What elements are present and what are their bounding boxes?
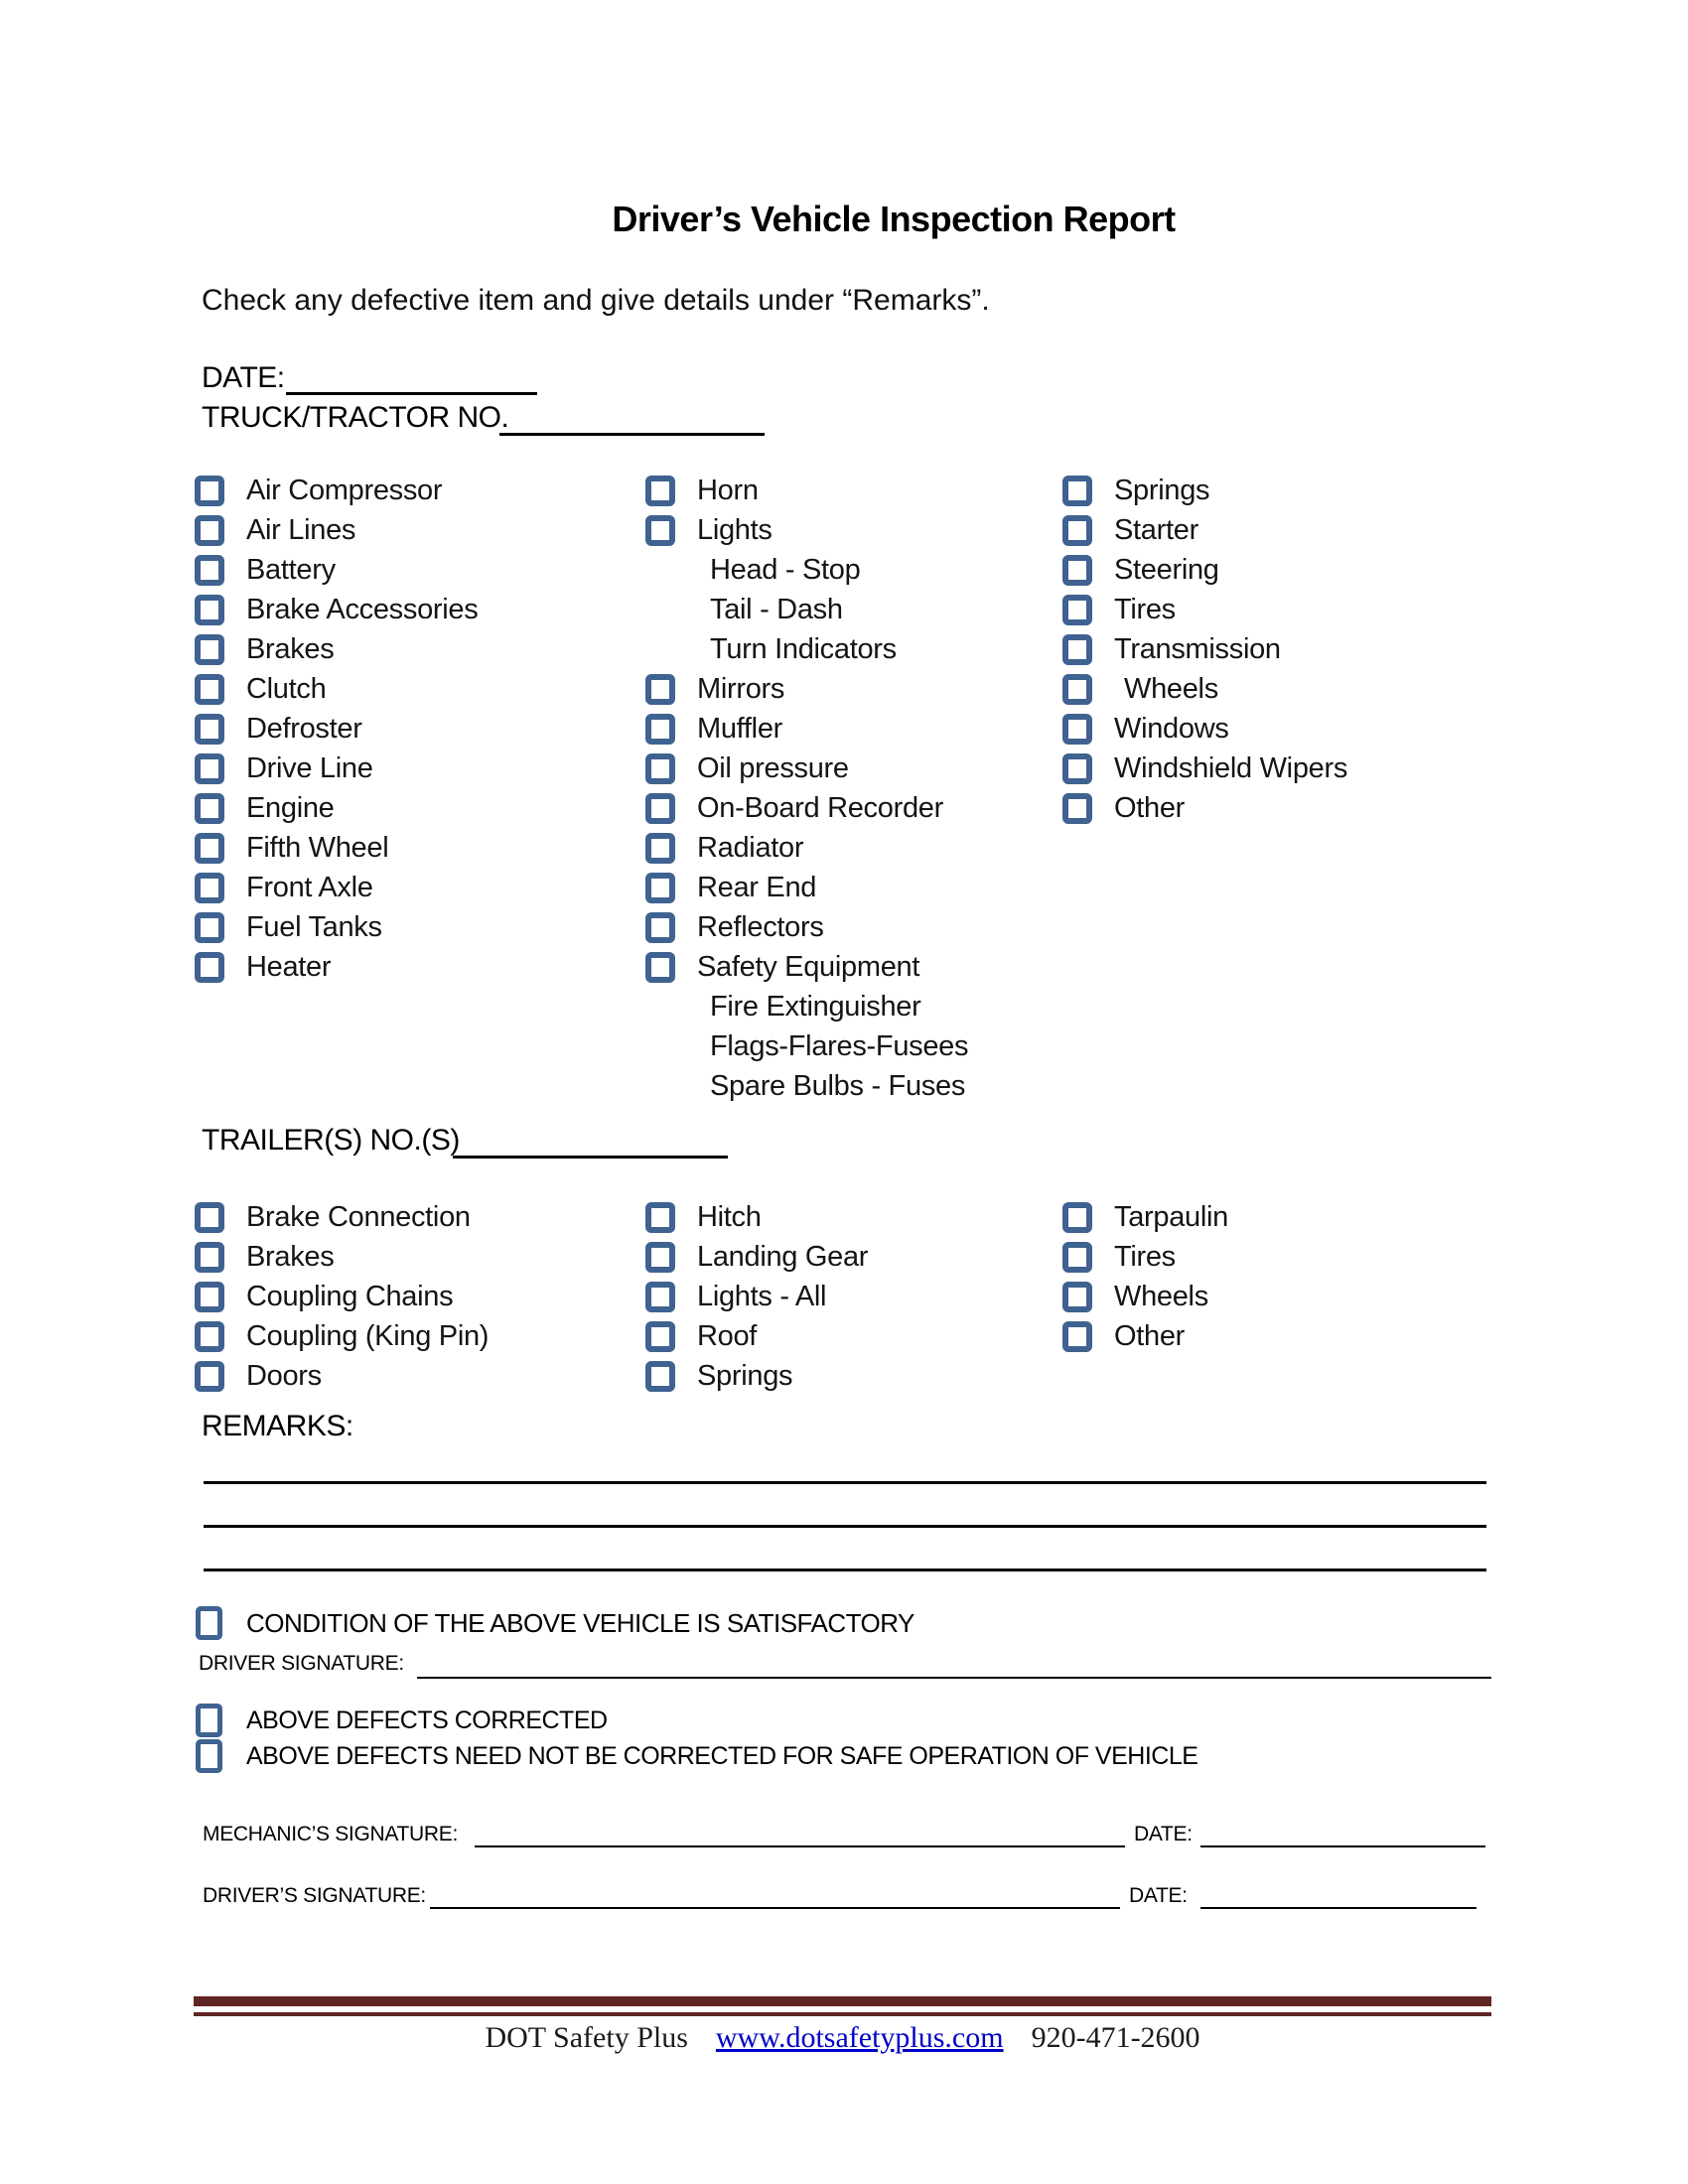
checklist-row xyxy=(645,1316,868,1356)
truck-number-label: TRUCK/TRACTOR NO. xyxy=(202,401,509,434)
remarks-line-3[interactable] xyxy=(204,1569,1486,1571)
checklist-row xyxy=(645,629,968,669)
checklist-row xyxy=(645,471,968,510)
defects-corrected-checkbox[interactable] xyxy=(196,1704,222,1737)
trailer-number-label: TRAILER(S) NO.(S) xyxy=(202,1124,460,1157)
checklist-item-label: Oil pressure xyxy=(697,751,849,784)
checklist-row xyxy=(1062,1237,1228,1277)
item-checkbox[interactable] xyxy=(1062,515,1092,546)
checklist-row xyxy=(1062,669,1347,709)
item-checkbox[interactable] xyxy=(195,714,224,745)
checklist-item-label: Windows xyxy=(1114,712,1229,745)
checklist-row xyxy=(195,1316,489,1356)
drivers-signature-line[interactable] xyxy=(430,1906,1120,1909)
checklist-row xyxy=(195,1197,489,1237)
checklist-item-label: Clutch xyxy=(246,672,327,705)
defects-corrected-label: ABOVE DEFECTS CORRECTED xyxy=(246,1706,608,1734)
checklist-row xyxy=(645,1356,868,1396)
item-checkbox[interactable] xyxy=(645,912,675,943)
item-checkbox[interactable] xyxy=(1062,476,1092,506)
checklist-row xyxy=(645,1277,868,1316)
checklist-item-label: Spare Bulbs - Fuses xyxy=(710,1069,966,1102)
mechanic-signature-label: MECHANIC’S SIGNATURE: xyxy=(203,1823,459,1845)
checklist-row xyxy=(645,1197,868,1237)
date-input-line[interactable] xyxy=(286,392,537,395)
defects-need-not-label: ABOVE DEFECTS NEED NOT BE CORRECTED FOR SAFE OPERATION OF VEHICLE xyxy=(246,1741,1198,1770)
item-checkbox[interactable] xyxy=(195,634,224,665)
checklist-item-label: Brakes xyxy=(246,1240,335,1273)
checklist-row xyxy=(1062,1316,1228,1356)
checklist-row xyxy=(1062,1197,1228,1237)
checklist-row xyxy=(195,749,478,788)
mechanic-date-label: DATE: xyxy=(1134,1823,1193,1845)
item-checkbox[interactable] xyxy=(195,1361,224,1392)
checklist-item-label: Safety Equipment xyxy=(697,950,920,983)
item-checkbox[interactable] xyxy=(645,1242,675,1273)
item-checkbox[interactable] xyxy=(645,1282,675,1312)
item-checkbox[interactable] xyxy=(195,1282,224,1312)
defects-need-not-checkbox[interactable] xyxy=(196,1739,222,1773)
checklist-item-label: Steering xyxy=(1114,553,1219,586)
checklist-row xyxy=(195,868,478,907)
item-checkbox[interactable] xyxy=(195,833,224,864)
item-checkbox[interactable] xyxy=(1062,793,1092,824)
checklist-row xyxy=(1062,749,1347,788)
checklist-row xyxy=(195,709,478,749)
item-checkbox[interactable] xyxy=(645,476,675,506)
checklist-row xyxy=(645,590,968,629)
item-checkbox[interactable] xyxy=(195,515,224,546)
checklist-item-label: Radiator xyxy=(697,831,804,864)
checklist-item-label: Tires xyxy=(1114,593,1176,625)
checklist-item-label: Engine xyxy=(246,791,335,824)
checklist-row xyxy=(645,550,968,590)
checklist-item-label: Other xyxy=(1114,1319,1186,1352)
item-checkbox[interactable] xyxy=(195,1202,224,1233)
drivers-date-label: DATE: xyxy=(1129,1884,1188,1907)
checklist-row xyxy=(645,947,968,987)
item-checkbox[interactable] xyxy=(195,753,224,784)
item-checkbox[interactable] xyxy=(195,476,224,506)
checklist-item-label: Muffler xyxy=(697,712,783,745)
checklist-item-label: Drive Line xyxy=(246,751,373,784)
checklist-row xyxy=(1062,788,1347,828)
checklist-item-label: Lights xyxy=(697,513,773,546)
checklist-item-label: Wheels xyxy=(1114,1280,1208,1312)
checklist-row xyxy=(195,471,478,510)
checklist-row xyxy=(1062,590,1347,629)
checklist-row xyxy=(195,1356,489,1396)
checklist-item-label: Coupling Chains xyxy=(246,1280,454,1312)
item-checkbox[interactable] xyxy=(1062,595,1092,625)
checklist-row xyxy=(645,828,968,868)
condition-row xyxy=(196,1606,914,1640)
item-checkbox[interactable] xyxy=(195,674,224,705)
item-checkbox[interactable] xyxy=(195,595,224,625)
checklist-row xyxy=(645,1066,968,1106)
item-checkbox[interactable] xyxy=(645,515,675,546)
mechanic-date-line[interactable] xyxy=(1200,1844,1485,1847)
item-checkbox[interactable] xyxy=(195,1242,224,1273)
checklist-row xyxy=(195,1237,489,1277)
item-checkbox[interactable] xyxy=(1062,1202,1092,1233)
checklist-item-label: Fifth Wheel xyxy=(246,831,389,864)
checklist-item-label: Other xyxy=(1114,791,1186,824)
checklist-row xyxy=(195,788,478,828)
checklist-item-label: Front Axle xyxy=(246,871,373,903)
checklist-row xyxy=(1062,709,1347,749)
item-checkbox[interactable] xyxy=(1062,753,1092,784)
checklist-row xyxy=(645,510,968,550)
driver-signature-line[interactable] xyxy=(417,1676,1491,1679)
truck-number-input-line[interactable] xyxy=(499,433,765,436)
checklist-item-label: Brake Connection xyxy=(246,1200,471,1233)
checklist-item-label: Windshield Wipers xyxy=(1114,751,1348,784)
checklist-item-label: Brake Accessories xyxy=(246,593,479,625)
checklist-item-label: Defroster xyxy=(246,712,362,745)
item-checkbox[interactable] xyxy=(195,555,224,586)
checklist-item-label: Horn xyxy=(697,474,759,506)
checklist-item-label: Landing Gear xyxy=(697,1240,869,1273)
remarks-label: REMARKS: xyxy=(202,1410,353,1442)
checklist-item-label: Heater xyxy=(246,950,332,983)
item-checkbox[interactable] xyxy=(645,714,675,745)
item-checkbox[interactable] xyxy=(645,1202,675,1233)
checklist-row xyxy=(645,749,968,788)
checklist-item-label: Mirrors xyxy=(697,672,785,705)
checklist-row xyxy=(1062,471,1347,510)
checklist-row xyxy=(1062,510,1347,550)
checklist-row xyxy=(645,1026,968,1066)
checklist-row xyxy=(645,1237,868,1277)
checklist-row xyxy=(645,987,968,1026)
footer-company: DOT Safety Plus xyxy=(485,2021,688,2054)
checklist-row xyxy=(645,907,968,947)
drivers-date-line[interactable] xyxy=(1200,1906,1477,1909)
checklist-item-label: Turn Indicators xyxy=(710,632,897,665)
item-checkbox[interactable] xyxy=(1062,1242,1092,1273)
checklist-item-label: Springs xyxy=(697,1359,793,1392)
checklist-row xyxy=(195,669,478,709)
item-checkbox[interactable] xyxy=(195,912,224,943)
item-checkbox[interactable] xyxy=(645,952,675,983)
checklist-row xyxy=(645,788,968,828)
checklist-item-label: Rear End xyxy=(697,871,817,903)
item-checkbox[interactable] xyxy=(1062,1321,1092,1352)
checklist-row xyxy=(1062,550,1347,590)
instruction-text: Check any defective item and give details under “Remarks”. xyxy=(202,284,990,317)
item-checkbox[interactable] xyxy=(645,793,675,824)
checklist-item-label: Fire Extinguisher xyxy=(710,990,921,1023)
driver-signature-label: DRIVER SIGNATURE: xyxy=(199,1652,404,1675)
checklist-row xyxy=(645,868,968,907)
footer-rule-thin xyxy=(194,2012,1491,2016)
checklist-item-label: Tail - Dash xyxy=(710,593,843,625)
checklist-item-label: Springs xyxy=(1114,474,1210,506)
item-checkbox[interactable] xyxy=(645,1361,675,1392)
checklist-item-label: Battery xyxy=(246,553,336,586)
footer xyxy=(194,2021,1491,2055)
checklist-item-label: Wheels xyxy=(1124,672,1218,705)
checklist-item-label: Brakes xyxy=(246,632,335,665)
checklist-item-label: Tires xyxy=(1114,1240,1176,1273)
trailer-checklist-col1 xyxy=(195,1197,489,1396)
item-checkbox[interactable] xyxy=(1062,674,1092,705)
checklist-item-label: Tarpaulin xyxy=(1114,1200,1228,1233)
vehicle-checklist-col3 xyxy=(1062,471,1347,828)
condition-satisfactory-checkbox[interactable] xyxy=(196,1606,222,1640)
checklist-row xyxy=(1062,1277,1228,1316)
checklist-item-label: Starter xyxy=(1114,513,1198,546)
item-checkbox[interactable] xyxy=(1062,714,1092,745)
item-checkbox[interactable] xyxy=(195,952,224,983)
checklist-item-label: Head - Stop xyxy=(710,553,861,586)
condition-satisfactory-label: CONDITION OF THE ABOVE VEHICLE IS SATISFACTORY xyxy=(246,1607,914,1638)
item-checkbox[interactable] xyxy=(645,873,675,903)
checklist-row xyxy=(195,907,478,947)
checklist-row xyxy=(195,828,478,868)
checklist-row xyxy=(645,669,968,709)
vehicle-checklist-col1 xyxy=(195,471,478,987)
checklist-item-label: Hitch xyxy=(697,1200,762,1233)
item-checkbox[interactable] xyxy=(195,793,224,824)
checklist-item-label: Air Compressor xyxy=(246,474,443,506)
item-checkbox[interactable] xyxy=(645,1321,675,1352)
footer-rule-thick xyxy=(194,1996,1491,2006)
vehicle-checklist-col2 xyxy=(645,471,968,1106)
checklist-item-label: Air Lines xyxy=(246,513,356,546)
remarks-line-1[interactable] xyxy=(204,1481,1486,1484)
item-checkbox[interactable] xyxy=(195,1321,224,1352)
checklist-item-label: Reflectors xyxy=(697,910,824,943)
item-checkbox[interactable] xyxy=(645,753,675,784)
checklist-row xyxy=(195,590,478,629)
item-checkbox[interactable] xyxy=(195,873,224,903)
item-checkbox[interactable] xyxy=(645,674,675,705)
checklist-item-label: Fuel Tanks xyxy=(246,910,382,943)
checklist-item-label: Lights - All xyxy=(697,1280,827,1312)
remarks-line-2[interactable] xyxy=(204,1525,1486,1528)
checklist-row xyxy=(195,510,478,550)
item-checkbox[interactable] xyxy=(1062,634,1092,665)
item-checkbox[interactable] xyxy=(1062,1282,1092,1312)
defects-need-not-row xyxy=(196,1739,1197,1773)
checklist-item-label: Roof xyxy=(697,1319,758,1352)
drivers-signature-label: DRIVER’S SIGNATURE: xyxy=(203,1884,426,1907)
footer-website-link[interactable]: www.dotsafetyplus.com xyxy=(715,2021,1004,2054)
checklist-row xyxy=(1062,629,1347,669)
date-label: DATE: xyxy=(202,361,285,394)
checklist-row xyxy=(195,1277,489,1316)
defects-corrected-row xyxy=(196,1704,608,1737)
checklist-row xyxy=(195,947,478,987)
checklist-row xyxy=(645,709,968,749)
trailer-checklist-col3 xyxy=(1062,1197,1228,1356)
checklist-item-label: On-Board Recorder xyxy=(697,791,943,824)
trailer-checklist-col2 xyxy=(645,1197,868,1396)
checklist-item-label: Coupling (King Pin) xyxy=(246,1319,490,1352)
mechanic-signature-line[interactable] xyxy=(475,1844,1125,1847)
page-title: Driver’s Vehicle Inspection Report xyxy=(612,199,1176,239)
footer-phone: 920-471-2600 xyxy=(1031,2021,1200,2054)
checklist-item-label: Transmission xyxy=(1114,632,1281,665)
item-checkbox[interactable] xyxy=(645,833,675,864)
trailer-number-input-line[interactable] xyxy=(453,1156,728,1159)
checklist-row xyxy=(195,629,478,669)
item-checkbox[interactable] xyxy=(1062,555,1092,586)
checklist-item-label: Flags-Flares-Fusees xyxy=(710,1029,969,1062)
checklist-item-label: Doors xyxy=(246,1359,322,1392)
checklist-row xyxy=(195,550,478,590)
